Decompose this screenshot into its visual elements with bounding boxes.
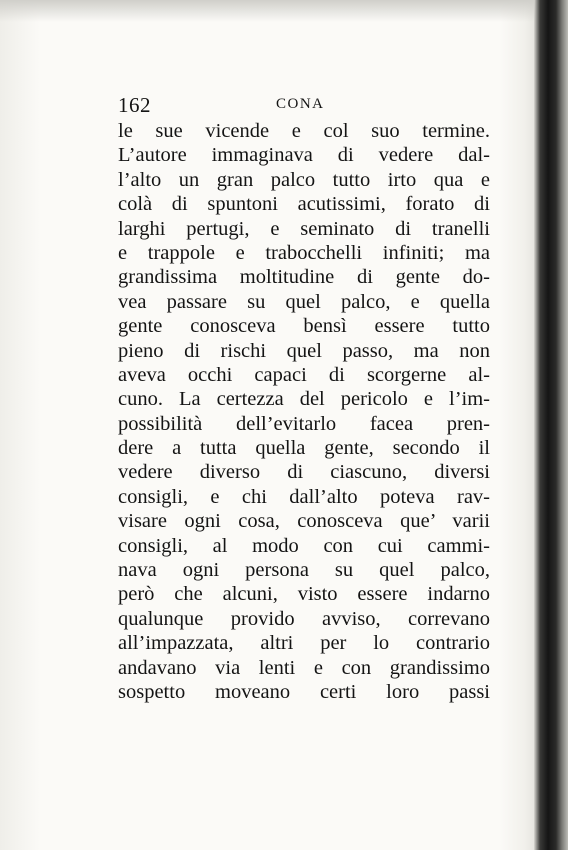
text-line: vedere diverso di ciascuno, diversi bbox=[118, 461, 490, 484]
running-head: CONA bbox=[276, 96, 325, 112]
text-line: consigli, e chi dall’alto poteva rav- bbox=[118, 485, 490, 508]
text-line: nava ogni persona su quel palco, bbox=[118, 559, 490, 582]
text-line: qualunque provido avviso, correvano bbox=[118, 607, 490, 630]
text-line: sospetto moveano certi loro passi bbox=[118, 680, 490, 703]
page-header bbox=[118, 93, 490, 119]
text-line: L’autore immaginava di vedere dal- bbox=[118, 144, 490, 167]
text-line: pieno di rischi quel passo, ma non bbox=[118, 339, 490, 362]
text-line: visare ogni cosa, conosceva que’ varii bbox=[118, 510, 490, 533]
text-line: cuno. La certezza del pericolo e l’im- bbox=[118, 388, 490, 411]
page-top-shadow bbox=[0, 0, 534, 22]
text-line: gente conosceva bensì essere tutto bbox=[118, 315, 490, 338]
book-binding-edge bbox=[534, 0, 568, 850]
text-line: grandissima moltitudine di gente do- bbox=[118, 266, 490, 289]
text-line: larghi pertugi, e seminato di tranelli bbox=[118, 217, 490, 240]
text-line: e trappole e trabocchelli infiniti; ma bbox=[118, 241, 490, 264]
text-line: possibilità dell’evitarlo facea pren- bbox=[118, 412, 490, 435]
text-line: però che alcuni, visto essere indarno bbox=[118, 583, 490, 606]
text-line: le sue vicende e col suo termine. bbox=[118, 120, 490, 142]
page-number: 162 bbox=[118, 93, 151, 117]
text-line: aveva occhi capaci di scorgerne al- bbox=[118, 363, 490, 386]
text-line: colà di spuntoni acutissimi, forato di bbox=[118, 193, 490, 216]
text-line: dere a tutta quella gente, secondo il bbox=[118, 437, 490, 460]
text-line: consigli, al modo con cui cammi- bbox=[118, 534, 490, 557]
text-line: l’alto un gran palco tutto irto qua e bbox=[118, 168, 490, 191]
text-line: andavano via lenti e con grandissimo bbox=[118, 656, 490, 679]
text-line: vea passare su quel palco, e quella bbox=[118, 290, 490, 313]
text-line: all’impazzata, altri per lo contrario bbox=[118, 632, 490, 655]
body-text bbox=[118, 119, 490, 704]
